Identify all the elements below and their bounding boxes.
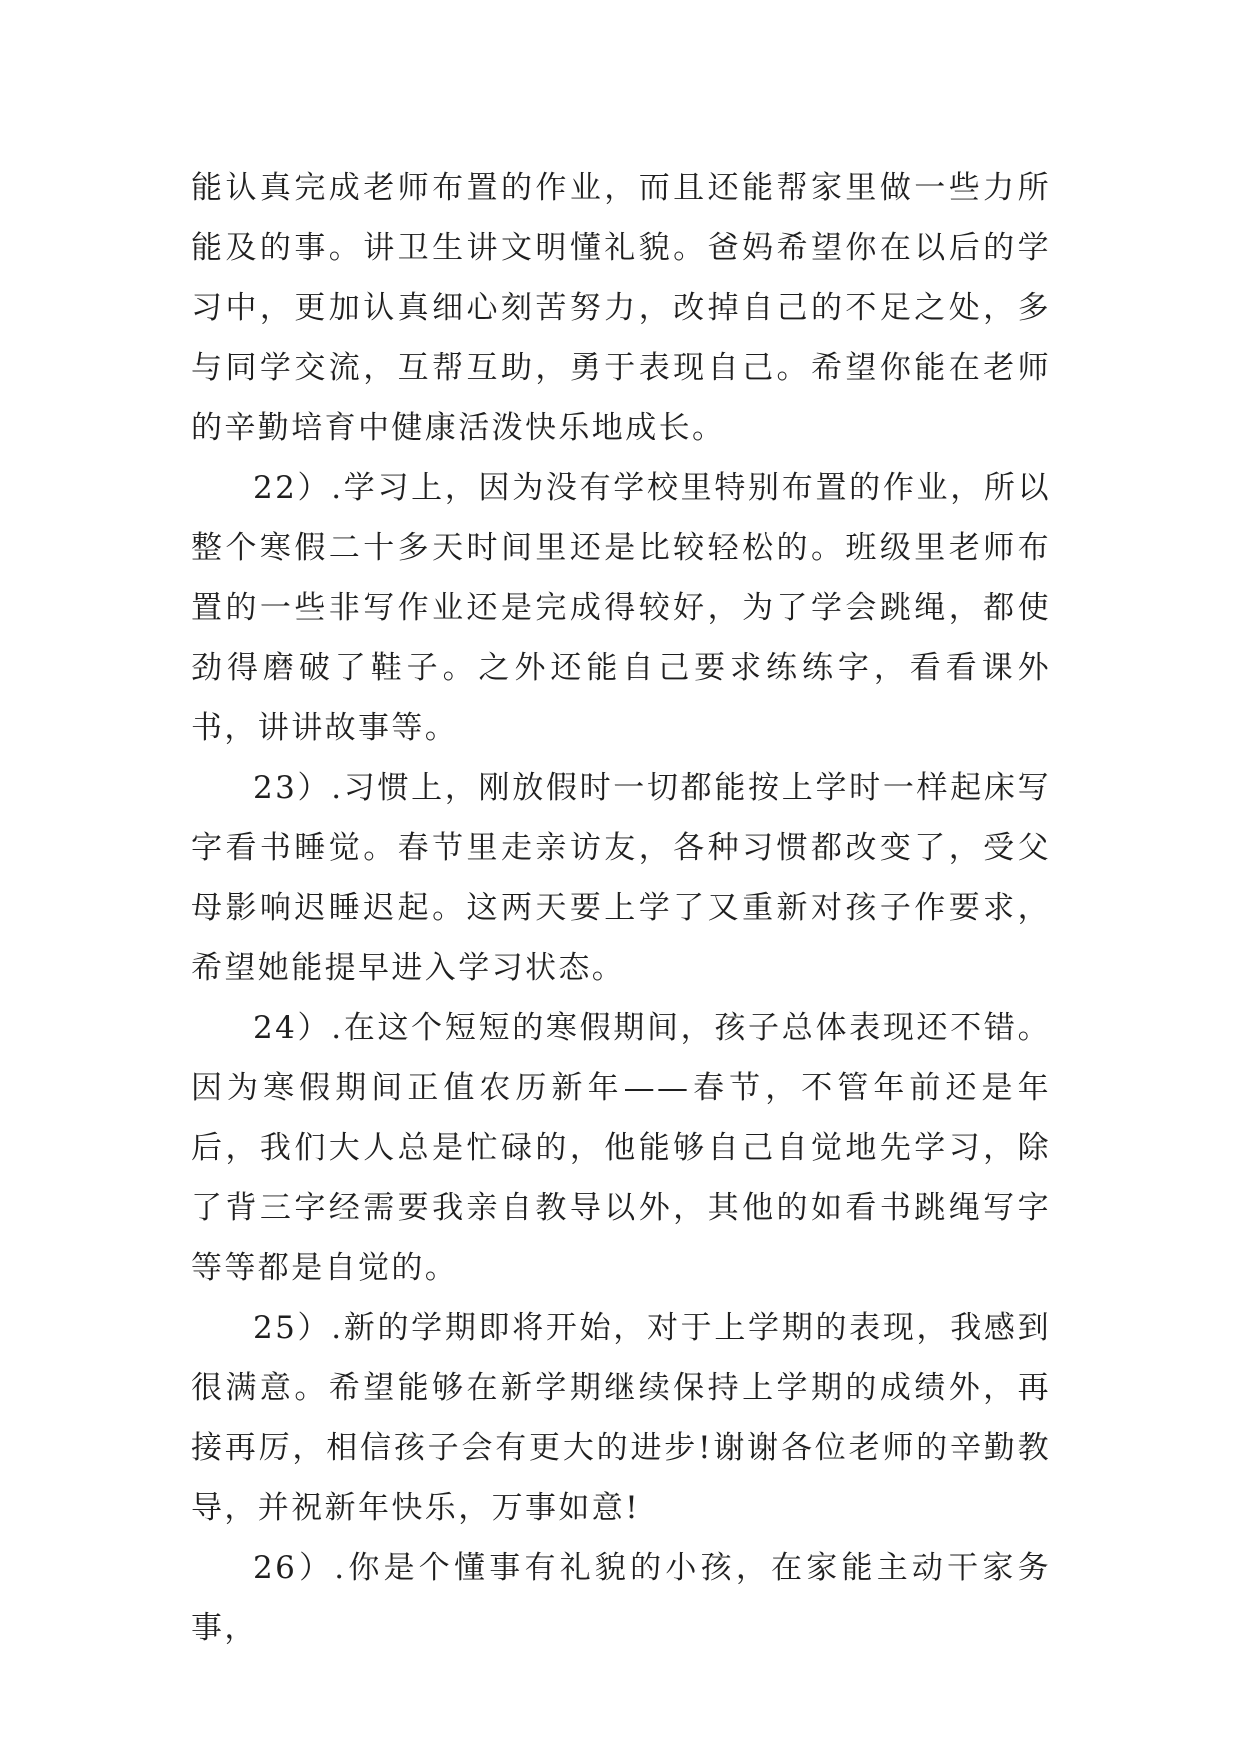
paragraph-continuation: 能认真完成老师布置的作业，而且还能帮家里做一些力所能及的事。讲卫生讲文明懂礼貌。爸妈希望你在以后的学习中，更加认真细心刻苦努力，改掉自己的不足之处，多与同学交流，互帮互助，勇于表现自己。希望你能在老师的辛勤培育中健康活泼快乐地成长。: [191, 170, 1051, 446]
paragraph-25: 25）.新的学期即将开始，对于上学期的表现，我感到很满意。希望能够在新学期继续保持上学期的成绩外，再接再厉，相信孩子会有更大的进步!谢谢各位老师的辛勤教导，并祝新年快乐，万事如意!: [191, 1310, 1051, 1526]
paragraph-24: 24）.在这个短短的寒假期间，孩子总体表现还不错。因为寒假期间正值农历新年——春节，不管年前还是年后，我们大人总是忙碌的，他能够自己自觉地先学习，除了背三字经需要我亲自教导以外，其他的如看书跳绳写字等等都是自觉的。: [191, 1010, 1051, 1286]
paragraph-22: 22）.学习上，因为没有学校里特别布置的作业，所以整个寒假二十多天时间里还是比较轻松的。班级里老师布置的一些非写作业还是完成得较好，为了学会跳绳，都使劲得磨破了鞋子。之外还能自己要求练练字，看看课外书，讲讲故事等。: [191, 470, 1051, 746]
paragraph-26: 26）.你是个懂事有礼貌的小孩，在家能主动干家务事，: [191, 1550, 1051, 1646]
document-body: [191, 158, 1051, 1658]
paragraph-23: 23）.习惯上，刚放假时一切都能按上学时一样起床写字看书睡觉。春节里走亲访友，各种习惯都改变了，受父母影响迟睡迟起。这两天要上学了又重新对孩子作要求，希望她能提早进入学习状态。: [191, 770, 1051, 986]
